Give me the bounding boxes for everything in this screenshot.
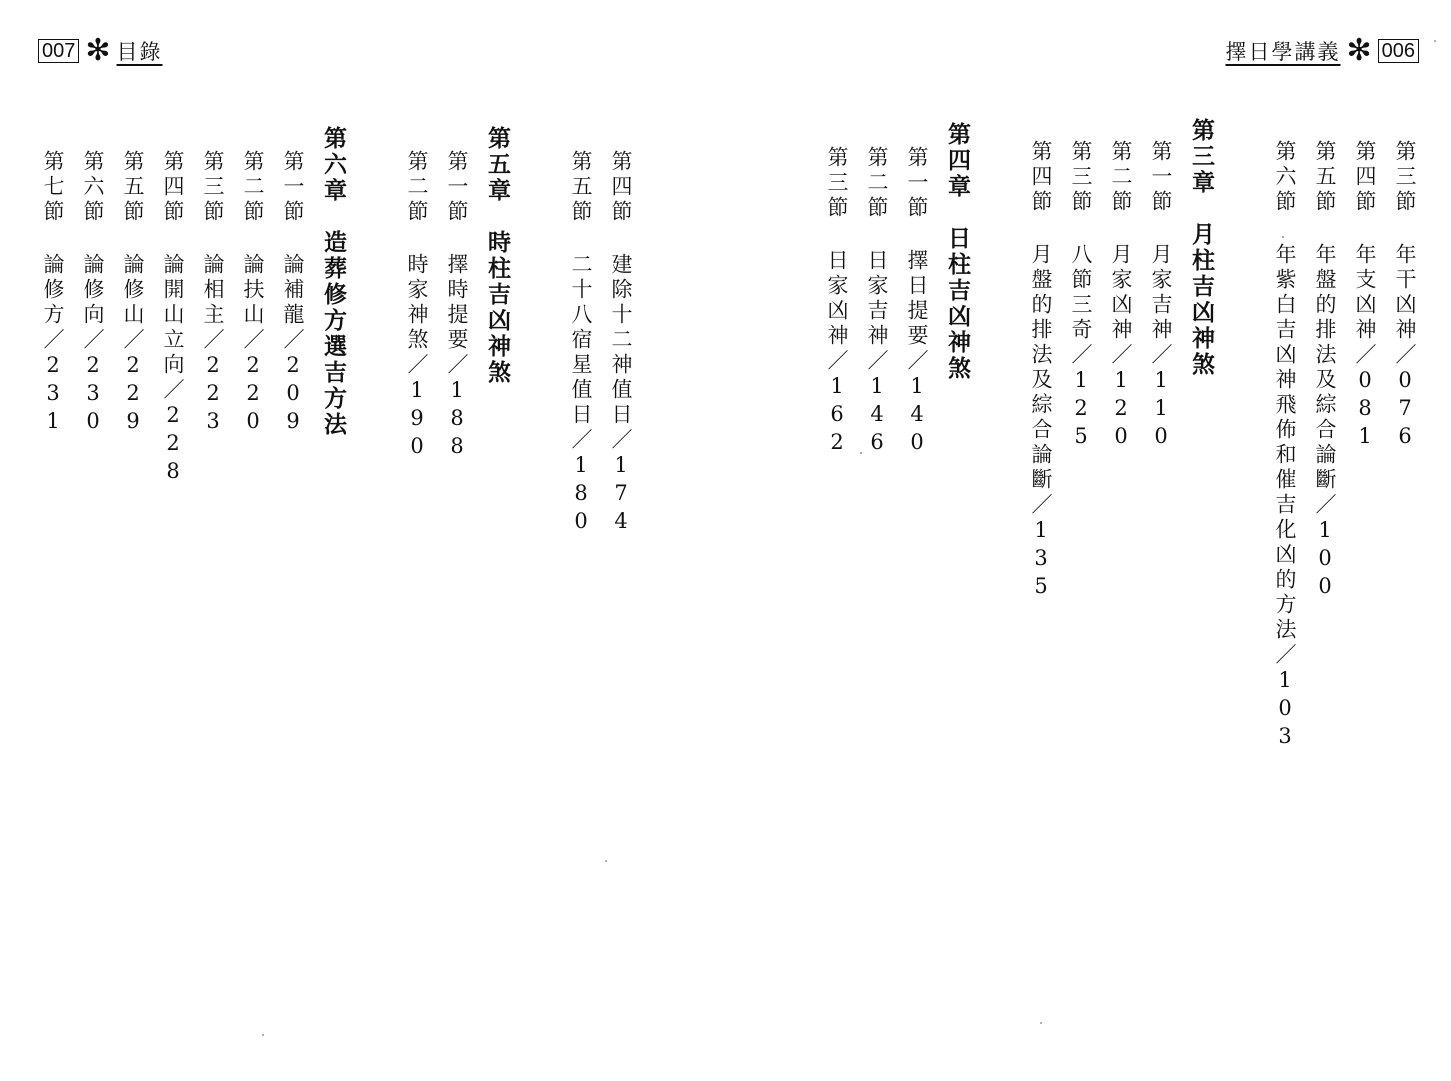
toc-entry <box>1352 140 1378 452</box>
section-number: 第三節 <box>825 146 849 221</box>
toc-entry <box>608 150 634 537</box>
toc-entry <box>1108 140 1134 452</box>
scan-speck <box>1040 1022 1042 1024</box>
chapter-title: 時柱吉凶神煞 <box>484 230 510 386</box>
chapter-number: 第四章 <box>944 122 970 200</box>
section-number: 第一節 <box>445 150 469 225</box>
toc-entry <box>864 146 890 458</box>
toc-entry <box>160 150 186 487</box>
entry-title: 日家吉神／146 <box>865 249 889 458</box>
section-number: 第一節 <box>1149 140 1173 215</box>
entry-title: 論開山立向／228 <box>161 253 185 487</box>
chapter-number: 第五章 <box>484 126 510 204</box>
entry-title: 論補龍／209 <box>281 253 305 437</box>
chapter-number: 第六章 <box>320 126 346 204</box>
running-title-right: 擇日學講義 <box>1225 40 1341 64</box>
section-number: 第一節 <box>905 146 929 221</box>
entry-title: 年干凶神／076 <box>1393 243 1417 452</box>
toc-entry <box>444 150 470 462</box>
section-number: 第四節 <box>1029 140 1053 215</box>
scan-speck <box>1434 40 1436 42</box>
section-number: 第三節 <box>1069 140 1093 215</box>
chapter-heading <box>944 122 970 382</box>
header-left <box>38 33 163 68</box>
section-number: 第四節 <box>161 150 185 225</box>
toc-entry <box>824 146 850 458</box>
scan-speck <box>262 1034 264 1036</box>
toc-entry <box>280 150 306 437</box>
toc-entry <box>240 150 266 437</box>
entry-title: 時家神煞／190 <box>405 253 429 462</box>
toc-entry <box>1068 140 1094 452</box>
toc-entry <box>1148 140 1174 452</box>
entry-title: 建除十二神值日／174 <box>609 253 633 537</box>
scan-speck <box>860 452 862 454</box>
section-number: 第五節 <box>121 150 145 225</box>
header-right <box>1225 33 1419 68</box>
section-number: 第二節 <box>1109 140 1133 215</box>
section-number: 第六節 <box>81 150 105 225</box>
chapter-title: 日柱吉凶神煞 <box>944 226 970 382</box>
chapter-heading <box>484 126 510 386</box>
toc-entry <box>80 150 106 437</box>
chapter-heading <box>1188 118 1214 378</box>
section-number: 第五節 <box>1313 140 1337 215</box>
entry-title: 擇日提要／140 <box>905 249 929 458</box>
chapter-heading <box>320 126 346 438</box>
section-number: 第一節 <box>281 150 305 225</box>
chapter-number: 第三章 <box>1188 118 1214 196</box>
section-number: 第二節 <box>405 150 429 225</box>
entry-title: 論扶山／220 <box>241 253 265 437</box>
section-number: 第四節 <box>1353 140 1377 215</box>
section-number: 第七節 <box>41 150 65 225</box>
entry-title: 月盤的排法及綜合論斷／135 <box>1029 243 1053 602</box>
asterisk-ornament-icon: ✻ <box>1346 33 1372 68</box>
toc-entry <box>404 150 430 462</box>
entry-title: 論修向／230 <box>81 253 105 437</box>
toc-entry <box>904 146 930 458</box>
toc-entry <box>1312 140 1338 602</box>
section-number: 第五節 <box>569 150 593 225</box>
entry-title: 論相主／223 <box>201 253 225 437</box>
entry-title: 論修方／231 <box>41 253 65 437</box>
section-number: 第三節 <box>1393 140 1417 215</box>
entry-title: 日家凶神／162 <box>825 249 849 458</box>
asterisk-ornament-icon: ✻ <box>85 33 111 68</box>
section-number: 第二節 <box>241 150 265 225</box>
entry-title: 八節三奇／125 <box>1069 243 1093 452</box>
toc-entry <box>1392 140 1418 452</box>
entry-title: 月家凶神／120 <box>1109 243 1133 452</box>
section-number: 第六節 <box>1273 140 1297 215</box>
toc-entry <box>40 150 66 437</box>
chapter-title: 月柱吉凶神煞 <box>1188 222 1214 378</box>
section-number: 第三節 <box>201 150 225 225</box>
chapter-title: 造葬修方選吉方法 <box>320 230 346 438</box>
entry-title: 二十八宿星值日／180 <box>569 253 593 537</box>
entry-title: 論修山／229 <box>121 253 145 437</box>
section-number: 第二節 <box>865 146 889 221</box>
running-title-left: 目錄 <box>116 40 163 64</box>
toc-entry <box>1272 140 1298 752</box>
page-number-right: 006 <box>1378 39 1419 63</box>
toc-entry <box>120 150 146 437</box>
entry-title: 年紫白吉凶神飛佈和催吉化凶的方法／103 <box>1273 243 1297 752</box>
entry-title: 月家吉神／110 <box>1149 243 1173 452</box>
scan-speck <box>1282 236 1284 238</box>
entry-title: 年盤的排法及綜合論斷／100 <box>1313 243 1337 602</box>
toc-entry <box>200 150 226 437</box>
toc-entry <box>1028 140 1054 602</box>
section-number: 第四節 <box>609 150 633 225</box>
page-number-left: 007 <box>38 39 79 63</box>
entry-title: 年支凶神／081 <box>1353 243 1377 452</box>
entry-title: 擇時提要／188 <box>445 253 469 462</box>
scan-speck <box>605 860 607 862</box>
toc-entry <box>568 150 594 537</box>
